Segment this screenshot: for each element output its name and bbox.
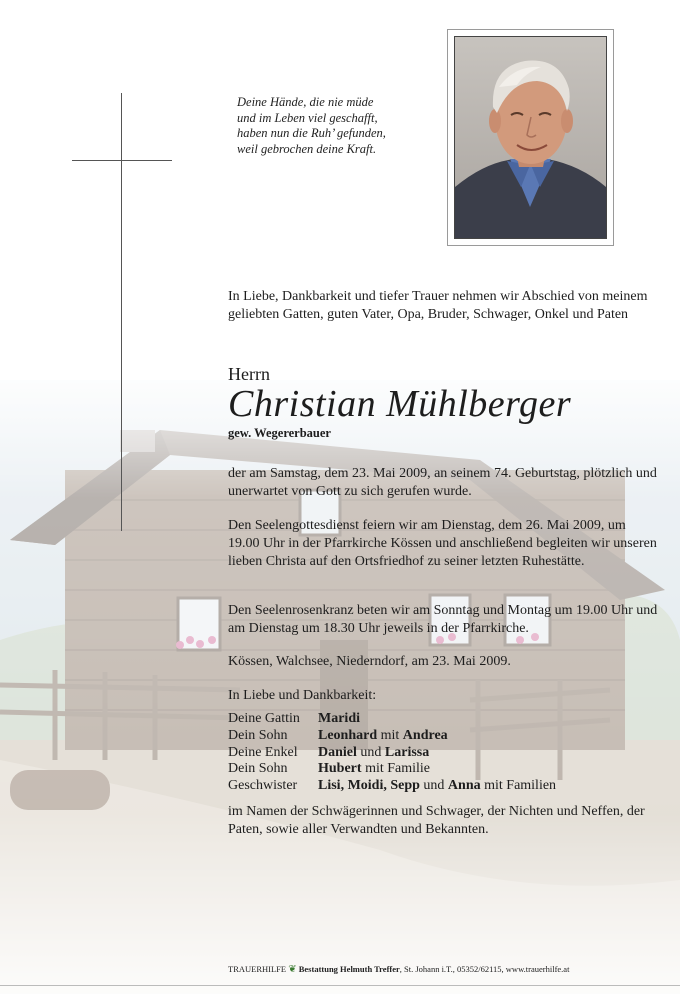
poem-line: und im Leben viel geschafft,: [237, 110, 378, 125]
occupation: gew. Wegererbauer: [228, 426, 331, 440]
cross-vertical-beam: [121, 93, 122, 531]
footer: [228, 964, 569, 975]
rosary-text: Den Seelenrosenkranz beten wir am Sonntag und Montag um 19.00 Uhr und am Dienstag um 18.30 Uhr jeweils in der Pfarrkirche.: [228, 603, 658, 636]
mourner-names: Lisi, Moidi, Sepp und Anna mit Familien: [318, 778, 557, 794]
mourner-row: [228, 778, 556, 795]
mourner-names: Maridi: [318, 711, 360, 726]
footer-brand: TRAUERHILFE: [228, 964, 287, 974]
intro-text: In Liebe, Dankbarkeit und tiefer Trauer nehmen wir Abschied von meinem geliebten Gatten, guten Vater, Opa, Bruder, Schwager, Onkel und Paten: [228, 289, 648, 322]
mourners-title: In Liebe und Dankbarkeit:: [228, 688, 377, 703]
memorial-poem: [237, 95, 386, 157]
mourner-row: [228, 711, 556, 728]
poem-line: weil gebrochen deine Kraft.: [237, 141, 377, 156]
mourner-row: [228, 745, 556, 762]
poem-line: haben nun die Ruh’ gefunden,: [237, 126, 386, 140]
salutation: Herrn: [228, 364, 270, 384]
footer-company: Bestattung Helmuth Treffer: [298, 964, 400, 974]
mourner-relation: Dein Sohn: [228, 727, 288, 743]
mourner-relation: Deine Gattin: [228, 711, 300, 726]
leaf-icon: ❦: [288, 964, 297, 975]
mourner-names: Hubert mit Familie: [318, 761, 431, 777]
mourner-relation: Dein Sohn: [228, 761, 288, 777]
mourner-row: [228, 728, 556, 745]
bottom-rule: [0, 985, 680, 986]
deceased-name: Christian Mühlberger: [228, 383, 572, 425]
mourners-list: [228, 711, 556, 795]
portrait-frame: [447, 29, 614, 246]
closing-text: im Namen der Schwägerinnen und Schwager, der Nichten und Neffen, der Paten, sowie aller Verwandten und Bekannten.: [228, 804, 645, 837]
poem-line: Deine Hände, die nie müde: [237, 95, 374, 109]
mourner-names: Leonhard mit Andrea: [318, 727, 448, 743]
place-date: Kössen, Walchsee, Niederndorf, am 23. Mai 2009.: [228, 654, 511, 669]
portrait-photo: [454, 36, 607, 239]
mourner-names: Daniel und Larissa: [318, 744, 430, 760]
mourner-relation: Geschwister: [228, 778, 298, 794]
funeral-service-text: Den Seelengottesdienst feiern wir am Dienstag, dem 26. Mai 2009, um 19.00 Uhr in der Pfarrkirche Kössen und anschließend begleiten wir unseren lieben Christa auf den Ortsfriedhof zu seiner letzten Ruhestätte.: [228, 518, 657, 569]
death-notice-text: der am Samstag, dem 23. Mai 2009, an seinem 74. Geburtstag, plötzlich und unerwartet von Gott zu sich gerufen wurde.: [228, 466, 657, 499]
footer-contact: , St. Johann i.T., 05352/62115, www.trauerhilfe.at: [399, 964, 570, 974]
mourner-relation: Deine Enkel: [228, 744, 298, 760]
cross-horizontal-beam: [72, 160, 172, 161]
mourner-row: [228, 761, 556, 778]
